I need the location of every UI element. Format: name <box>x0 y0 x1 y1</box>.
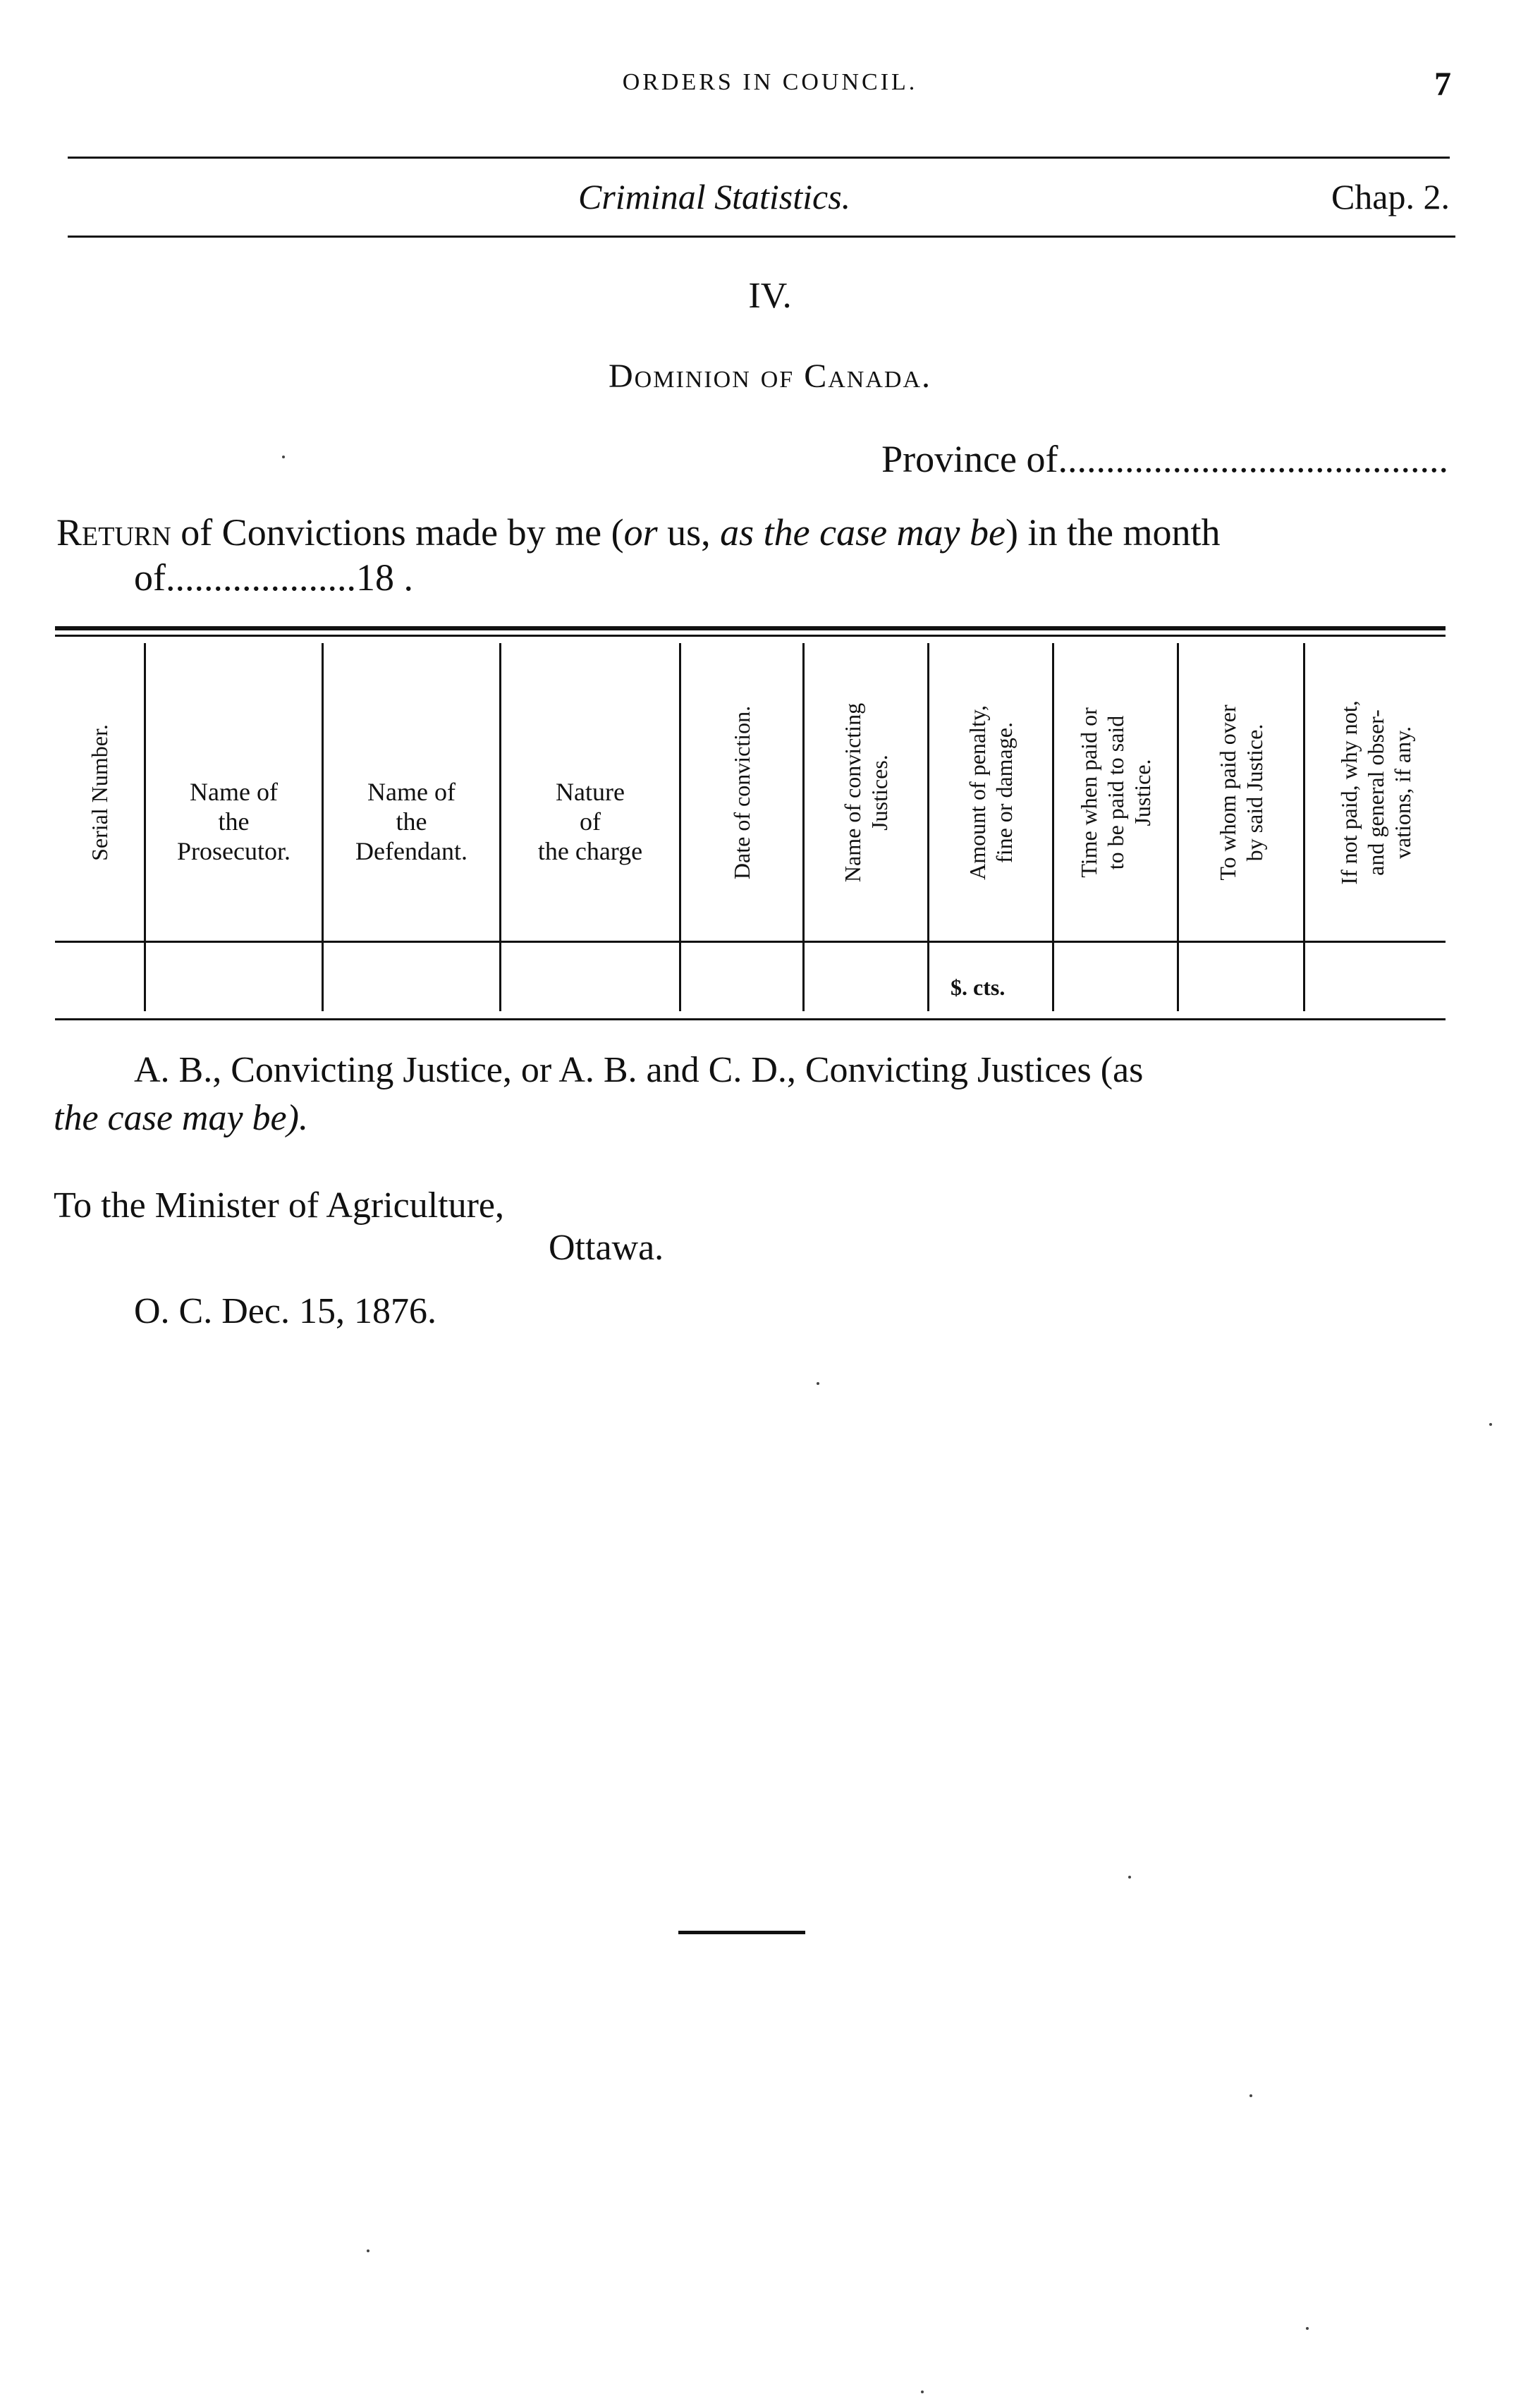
case-text: as the case may be <box>720 511 1006 554</box>
col-amount-label: Amount of penalty, fine or damage. <box>965 705 1017 880</box>
returns-table <box>55 626 1446 1021</box>
col-nature-label: Nature of the charge <box>537 778 643 865</box>
chapter-label: Chap. 2. <box>1331 177 1450 216</box>
col-observations <box>1305 643 1446 1011</box>
col-amount <box>929 643 1052 1011</box>
signature-line: A. B., Convicting Justice, or A. B. and C. D., Convicting Justices (as <box>134 1050 1144 1090</box>
scan-speck <box>921 2390 924 2393</box>
col-time-paid-label: Time when paid or to be paid to said Justice. <box>1076 707 1155 878</box>
col-date <box>681 643 802 1011</box>
heading-initial-1: D <box>608 358 635 395</box>
form-heading <box>0 357 1540 396</box>
col-time-paid <box>1054 643 1177 1011</box>
scan-speck <box>1489 1423 1492 1426</box>
heading-rest-2: anada. <box>828 358 932 395</box>
heading-rest-1: ominion of <box>634 358 805 395</box>
running-header: ORDERS IN COUNCIL. <box>622 69 918 95</box>
table-top-rule-2 <box>55 635 1446 637</box>
col-justices-label: Name of convicting Justices. <box>840 702 892 883</box>
col-prosecutor-label: Name of the Prosecutor. <box>177 778 291 865</box>
scan-speck <box>282 456 285 458</box>
scan-speck <box>817 1382 819 1385</box>
header-rule-bottom <box>68 236 1455 238</box>
order-date: O. C. Dec. 15, 1876. <box>134 1291 436 1331</box>
month-blank: of....................18 . <box>134 556 413 599</box>
col-nature <box>501 643 679 1011</box>
page-number: 7 <box>1434 66 1451 103</box>
col-date-label: Date of conviction. <box>729 705 754 880</box>
scan-speck <box>1306 2327 1309 2330</box>
or-text: or <box>623 511 658 554</box>
addressee-city: Ottawa. <box>549 1228 664 1268</box>
col-serial-label: Serial Number. <box>87 724 112 861</box>
col-justices <box>805 643 927 1011</box>
return-initial: R <box>56 511 82 554</box>
header-rule-top <box>68 157 1450 159</box>
col-paid-over <box>1179 643 1303 1011</box>
return-word: eturn <box>82 511 171 554</box>
end-rule <box>678 1931 805 1934</box>
col-prosecutor <box>146 643 322 1011</box>
heading-initial-2: C <box>804 358 829 395</box>
section-number: IV. <box>748 276 792 316</box>
scan-speck <box>1128 1876 1131 1879</box>
scan-speck <box>367 2249 369 2252</box>
col-defendant-label: Name of the Defendant. <box>355 778 468 865</box>
return-line <box>56 511 1220 554</box>
table-top-rule <box>55 626 1446 630</box>
month-text: ) in the month <box>1005 511 1221 554</box>
col-serial <box>55 643 144 1011</box>
col-paid-over-label: To whom paid over by said Justice. <box>1215 704 1267 881</box>
col-defendant <box>324 643 499 1011</box>
province-line: Province of......................................... <box>881 438 1448 480</box>
amount-unit: $. cts. <box>951 975 1006 1000</box>
col-observations-label: If not paid, why not, and general obser- vations, if any. <box>1336 700 1415 885</box>
signature-line-cont: the case may be). <box>54 1098 308 1138</box>
section-subtitle: Criminal Statistics. <box>578 177 851 216</box>
scan-speck <box>1249 2094 1252 2097</box>
us-text: us, <box>657 511 721 554</box>
return-text: of Convictions made by me ( <box>171 511 624 554</box>
addressee: To the Minister of Agriculture, <box>54 1185 505 1226</box>
table-bottom-rule <box>55 1018 1446 1020</box>
